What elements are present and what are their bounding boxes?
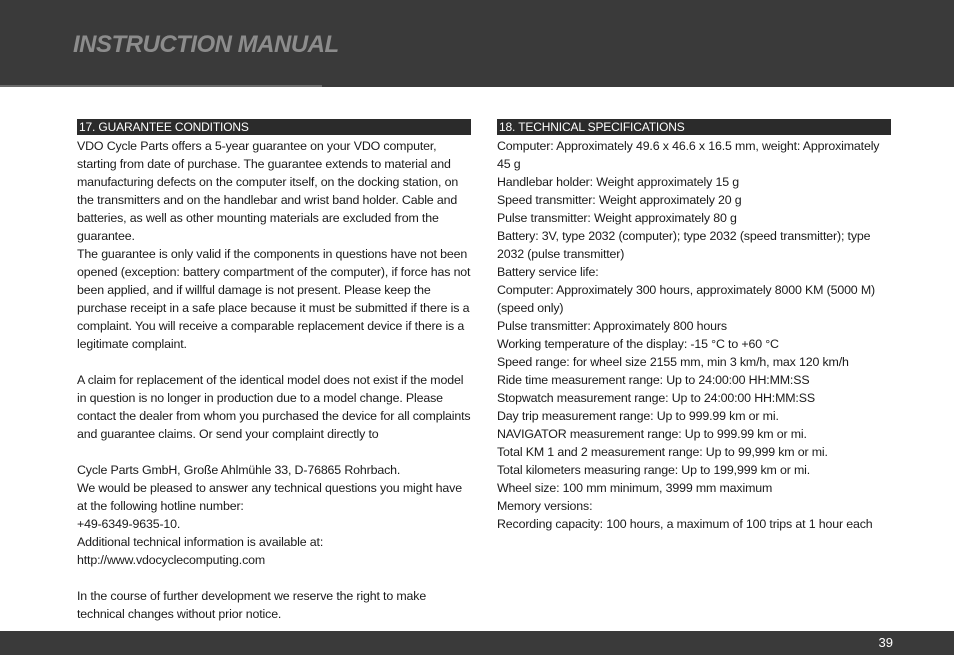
hotline-phone: +49-6349-9635-10. <box>77 517 181 531</box>
spec-line: Total kilometers measuring range: Up to 199,999 km or mi. <box>497 463 811 477</box>
spec-line: Computer: Approximately 49.6 x 46.6 x 16.5 mm, weight: Approximately 45 g <box>497 139 880 171</box>
guarantee-section <box>77 119 471 623</box>
spec-line: Day trip measurement range: Up to 999.99 km or mi. <box>497 409 779 423</box>
spec-line: Speed transmitter: Weight approximately 20 g <box>497 193 742 207</box>
spec-line: Total KM 1 and 2 measurement range: Up to 99,999 km or mi. <box>497 445 828 459</box>
info-text: Additional technical information is available at: <box>77 535 324 549</box>
spec-line: Stopwatch measurement range: Up to 24:00:00 HH:MM:SS <box>497 391 815 405</box>
spec-line: Recording capacity: 100 hours, a maximum of 100 trips at 1 hour each <box>497 517 873 531</box>
spec-line: Memory versions: <box>497 499 593 513</box>
spec-line: Wheel size: 100 mm minimum, 3999 mm maximum <box>497 481 773 495</box>
spec-line: Working temperature of the display: -15 °C to +60 °C <box>497 337 779 351</box>
section-heading-specifications: 18. TECHNICAL SPECIFICATIONS <box>497 119 891 135</box>
footer-bar <box>0 631 954 655</box>
spec-line: Pulse transmitter: Approximately 800 hours <box>497 319 727 333</box>
website-url[interactable]: http://www.vdocyclecomputing.com <box>77 553 266 567</box>
spec-line: Computer: Approximately 300 hours, approximately 8000 KM (5000 M) (speed only) <box>497 283 875 315</box>
guarantee-paragraph-1: VDO Cycle Parts offers a 5-year guarantee on your VDO computer, starting from date of purchase. The guarantee extends to material and manufacturing defects on the computer itself, on the docking station, on the transmitters and on the handlebar and wrist band holder. Cable and batteries, as well as other mounting materials are excluded from the guarantee. <box>77 139 459 243</box>
specifications-section <box>497 119 891 533</box>
spec-line: Ride time measurement range: Up to 24:00:00 HH:MM:SS <box>497 373 810 387</box>
spec-line: Speed range: for wheel size 2155 mm, min 3 km/h, max 120 km/h <box>497 355 849 369</box>
header-accent-line <box>0 85 322 87</box>
company-address: Cycle Parts GmbH, Große Ahlmühle 33, D-76865 Rohrbach. <box>77 463 401 477</box>
page-title: INSTRUCTION MANUAL <box>73 31 339 58</box>
section-heading-guarantee: 17. GUARANTEE CONDITIONS <box>77 119 471 135</box>
paragraph-spacer <box>77 353 471 371</box>
closing-note: In the course of further development we reserve the right to make technical changes without prior notice. <box>77 589 427 621</box>
paragraph-spacer <box>77 569 471 587</box>
spec-line: Battery: 3V, type 2032 (computer); type 2032 (speed transmitter); type 2032 (pulse transmitter) <box>497 229 871 261</box>
guarantee-paragraph-2: The guarantee is only valid if the components in questions have not been opened (exception: battery compartment of the computer), if force has not been applied, and if willful damage is not present. Please keep the purchase receipt in a safe place because it must be submitted if there is a complaint. You will receive a comparable replacement device if there is a legitimate complaint. <box>77 247 471 351</box>
spec-line: Pulse transmitter: Weight approximately 80 g <box>497 211 737 225</box>
guarantee-paragraph-3: A claim for replacement of the identical model does not exist if the model in question is no longer in production due to a model change. Please contact the dealer from whom you purchased the device for all complaints and guarantee claims. Or send your complaint directly to <box>77 373 471 441</box>
hotline-text: We would be pleased to answer any technical questions you might have at the following hotline number: <box>77 481 462 513</box>
spec-line: Handlebar holder: Weight approximately 15 g <box>497 175 739 189</box>
spec-line: Battery service life: <box>497 265 599 279</box>
paragraph-spacer <box>77 443 471 461</box>
spec-line: NAVIGATOR measurement range: Up to 999.99 km or mi. <box>497 427 807 441</box>
page-number: 39 <box>878 635 893 650</box>
